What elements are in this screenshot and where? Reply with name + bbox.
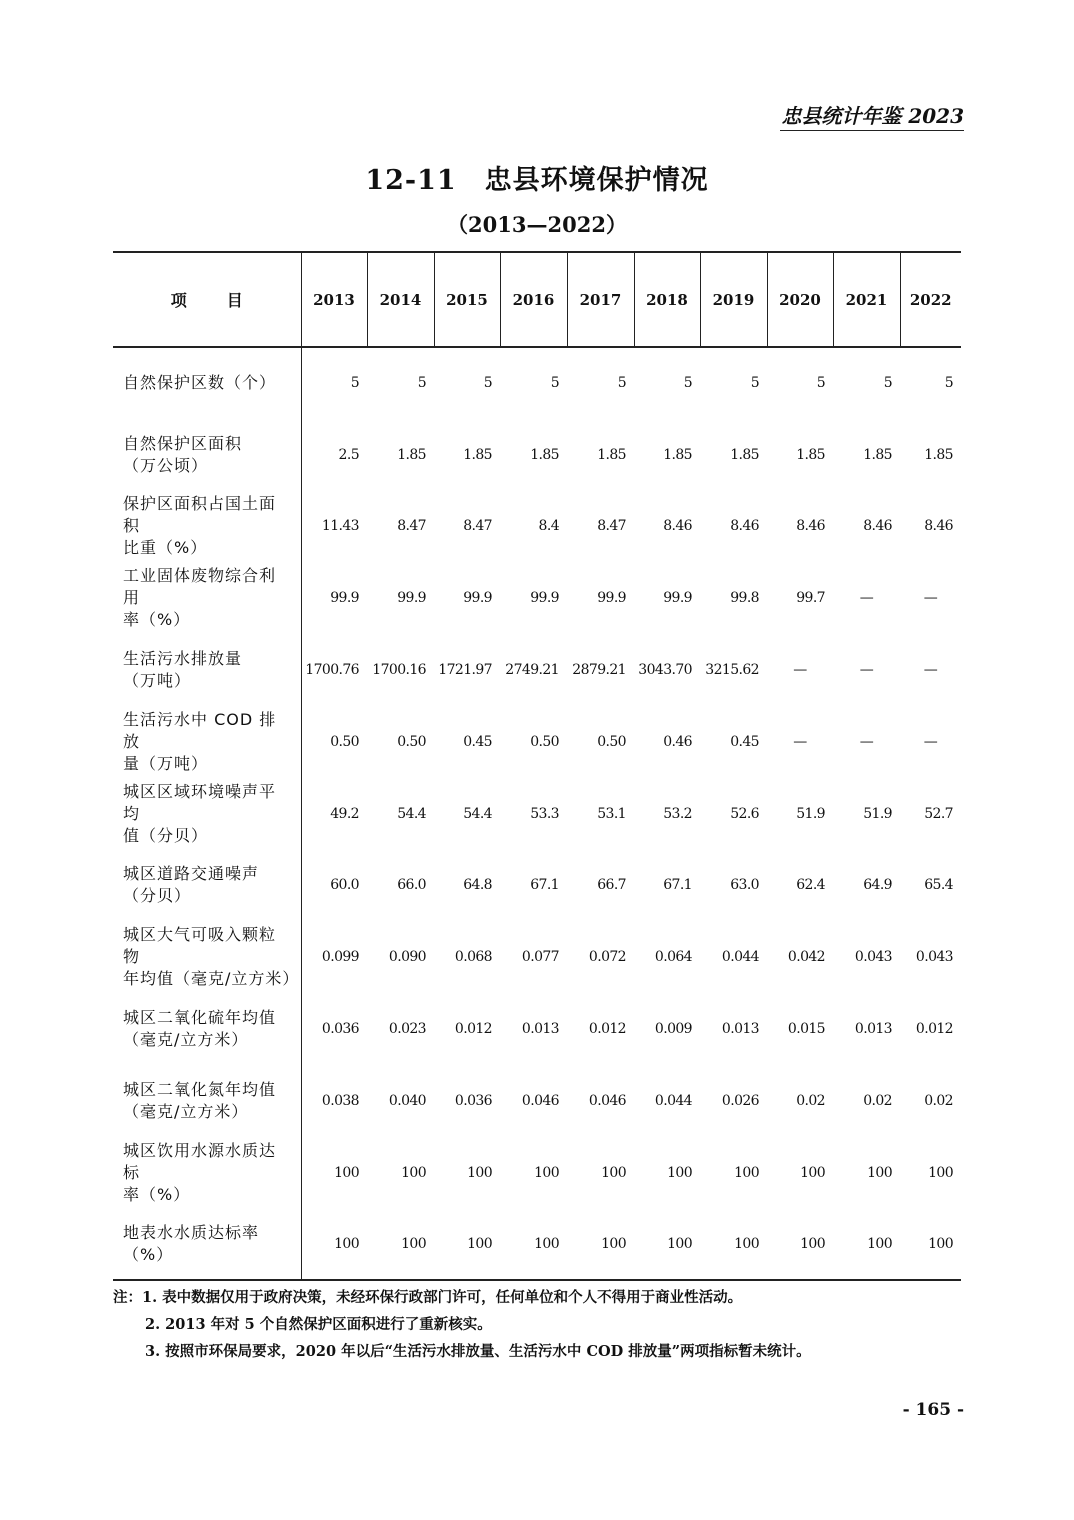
table-cell: 100: [401, 1164, 426, 1181]
table-cell: 8.47: [597, 518, 626, 535]
row-label-line: 工业固体废物综合利用: [123, 566, 277, 608]
row-label-line: （毫克/立方米）: [123, 1030, 249, 1050]
table-cell: 8.4: [538, 518, 559, 535]
table-cell: 3043.70: [638, 662, 692, 679]
table-cell: 100: [601, 1164, 626, 1181]
table-cell: 0.50: [397, 733, 426, 750]
table-cell: 0.099: [321, 949, 359, 966]
year-header: 2016: [500, 252, 567, 347]
table-cell: 0.026: [721, 1092, 759, 1109]
table-cell: 1.85: [730, 446, 759, 463]
table-cell: 0.042: [787, 949, 825, 966]
table-cell: 99.9: [597, 590, 626, 607]
table-cell: 0.013: [521, 1021, 559, 1038]
row-label: [113, 491, 301, 563]
title-block: [0, 158, 1074, 239]
table-cell: 0.044: [654, 1092, 692, 1109]
row-label-line: 城区饮用水源水质达标: [123, 1140, 277, 1182]
year-range: （2013—2022）: [447, 212, 627, 237]
table-cell: 0.015: [787, 1021, 825, 1038]
page-title: [0, 158, 1074, 197]
table-cell: 5: [350, 375, 359, 392]
table-cell: 1.85: [463, 446, 492, 463]
row-label-line: （毫克/立方米）: [123, 1101, 249, 1121]
row-label-line: 保护区面积占国土面积: [123, 494, 277, 536]
table-number: 12-11: [365, 165, 457, 196]
row-label-line: 城区道路交通噪声: [123, 864, 260, 884]
row-label-line: 自然保护区面积: [123, 433, 243, 453]
table-cell: 100: [367, 1209, 434, 1281]
row-label-line: 值（分贝）: [123, 825, 209, 845]
row-label-line: 比重（%）: [123, 538, 208, 558]
table-cell: 0.077: [521, 949, 559, 966]
table-row: [113, 419, 961, 491]
table-cell: 8.47: [463, 518, 492, 535]
table-cell: —: [923, 733, 938, 750]
row-label: [113, 347, 301, 419]
table-cell: 0.043: [854, 949, 892, 966]
table-cell: 1.85: [597, 446, 626, 463]
year-header: 2013: [301, 252, 367, 347]
table-row: [113, 993, 961, 1065]
table-cell: 54.4: [463, 805, 492, 822]
year-header: 2021: [833, 252, 900, 347]
row-label: [113, 634, 301, 706]
note-3: 3. 按照市环保局要求，2020 年以后“生活污水排放量、生活污水中 COD 排放量”两项指标暂未统计。: [145, 1343, 811, 1360]
table-cell: 0.038: [321, 1092, 359, 1109]
table-cell: —: [859, 590, 874, 607]
table-cell: 0.036: [454, 1092, 492, 1109]
row-label-line: 生活污水排放量: [123, 649, 243, 669]
row-label: [113, 1137, 301, 1209]
table-cell: 99.7: [796, 590, 825, 607]
table-cell: 53.2: [663, 805, 692, 822]
table-cell: 8.46: [924, 518, 953, 535]
table-row: [113, 1065, 961, 1137]
table-cell: —: [793, 662, 807, 679]
table-cell: 5: [417, 375, 426, 392]
table-cell: 100: [900, 1209, 961, 1281]
note-2: 2. 2013 年对 5 个自然保护区面积进行了重新核实。: [145, 1316, 492, 1333]
table-cell: 100: [301, 1209, 367, 1281]
header-rule: [780, 130, 964, 131]
table-row: [113, 1209, 961, 1281]
table-cell: 0.013: [721, 1021, 759, 1038]
table-cell: 0.02: [924, 1092, 953, 1109]
row-label: [113, 1209, 301, 1281]
table-cell: 99.9: [530, 590, 559, 607]
table-cell: 64.8: [463, 877, 492, 894]
table-cell: 100: [334, 1164, 359, 1181]
table-cell: 1721.97: [438, 662, 492, 679]
table-cell: 0.012: [588, 1021, 626, 1038]
table-cell: 0.068: [454, 949, 492, 966]
table-row: [113, 562, 961, 634]
table-cell: 3215.62: [705, 662, 759, 679]
table-cell: 0.009: [654, 1021, 692, 1038]
table-cell: 99.8: [730, 590, 759, 607]
table-cell: 5: [483, 375, 492, 392]
table-cell: 100: [734, 1164, 759, 1181]
table-cell: —: [793, 733, 807, 750]
table-cell: 0.023: [388, 1021, 426, 1038]
row-label: [113, 1065, 301, 1137]
table-cell: 100: [833, 1209, 900, 1281]
table-cell: 66.7: [597, 877, 626, 894]
table-cell: 99.9: [397, 590, 426, 607]
table-row: [113, 921, 961, 993]
table-cell: 0.043: [915, 949, 953, 966]
table-cell: 0.090: [388, 949, 426, 966]
table-cell: 66.0: [397, 877, 426, 894]
table-cell: 0.036: [321, 1021, 359, 1038]
row-label: [113, 706, 301, 778]
row-label-line: 地表水水质达标率（%）: [123, 1222, 260, 1264]
table-cell: 100: [700, 1209, 767, 1281]
row-label: [113, 850, 301, 922]
table-cell: 1.85: [663, 446, 692, 463]
table-row: [113, 706, 961, 778]
table-row: [113, 347, 961, 419]
table-cell: 52.7: [924, 805, 953, 822]
row-label: [113, 778, 301, 850]
table-cell: 1.85: [530, 446, 559, 463]
table-cell: 64.9: [863, 877, 892, 894]
table-title: 忠县环境保护情况: [484, 165, 709, 196]
page-number: - 165 -: [902, 1400, 964, 1420]
item-column-header: 项目: [113, 252, 301, 347]
environment-table: [113, 251, 961, 1281]
table-cell: 100: [634, 1209, 700, 1281]
table-cell: 100: [534, 1164, 559, 1181]
table-cell: 100: [467, 1164, 492, 1181]
table-cell: 0.45: [463, 733, 492, 750]
table-cell: 0.044: [721, 949, 759, 966]
table-cell: 1700.76: [305, 662, 359, 679]
table-cell: 8.46: [863, 518, 892, 535]
table-cell: 0.45: [730, 733, 759, 750]
year-header: 2014: [367, 252, 434, 347]
table-cell: 0.02: [863, 1092, 892, 1109]
year-header: 2015: [434, 252, 500, 347]
year-header: 2018: [634, 252, 700, 347]
row-label: [113, 562, 301, 634]
table-cell: 0.012: [915, 1021, 953, 1038]
table-cell: 5: [617, 375, 626, 392]
table-cell: 0.064: [654, 949, 692, 966]
row-label-line: 量（万吨）: [123, 753, 209, 773]
table-cell: 100: [567, 1209, 634, 1281]
table-cell: 99.9: [463, 590, 492, 607]
table-cell: 11.43: [321, 518, 359, 535]
row-label-line: 城区二氧化硫年均值: [123, 1008, 277, 1028]
table-cell: 0.046: [588, 1092, 626, 1109]
table-cell: 67.1: [530, 877, 559, 894]
table-cell: 1.85: [796, 446, 825, 463]
table-cell: 1.85: [924, 446, 953, 463]
table-cell: 53.1: [597, 805, 626, 822]
table-cell: —: [923, 662, 938, 679]
table-cell: 5: [816, 375, 825, 392]
table-cell: 0.072: [588, 949, 626, 966]
table-row: [113, 1137, 961, 1209]
row-label: [113, 419, 301, 491]
table-cell: 53.3: [530, 805, 559, 822]
table-row: [113, 778, 961, 850]
book-title: 忠县统计年鉴 2023: [781, 104, 964, 128]
row-label-line: （万吨）: [123, 671, 192, 691]
year-header: 2019: [700, 252, 767, 347]
table-cell: 99.9: [663, 590, 692, 607]
table-cell: 8.47: [397, 518, 426, 535]
row-label-line: 城区二氧化氮年均值: [123, 1079, 277, 1099]
table-cell: 0.046: [521, 1092, 559, 1109]
year-header: 2020: [767, 252, 833, 347]
table-body: [113, 347, 961, 1280]
table-cell: 63.0: [730, 877, 759, 894]
table-cell: 51.9: [796, 805, 825, 822]
row-label-line: 城区大气可吸入颗粒物: [123, 925, 277, 967]
table-cell: 8.46: [730, 518, 759, 535]
row-label-line: 自然保护区数（个）: [123, 373, 277, 393]
table-cell: 5: [550, 375, 559, 392]
row-label-line: 城区区域环境噪声平均: [123, 781, 277, 823]
table-cell: 0.50: [597, 733, 626, 750]
table-cell: 100: [928, 1164, 953, 1181]
table-cell: 54.4: [397, 805, 426, 822]
table-cell: 100: [867, 1164, 892, 1181]
table-header-row: [113, 252, 961, 347]
table-cell: 0.013: [854, 1021, 892, 1038]
table-row: [113, 634, 961, 706]
table-cell: 67.1: [663, 877, 692, 894]
table-cell: 52.6: [730, 805, 759, 822]
table-cell: 100: [667, 1164, 692, 1181]
table-cell: 0.040: [388, 1092, 426, 1109]
notes: [113, 1284, 973, 1365]
note-1: 注：1. 表中数据仅用于政府决策，未经环保行政部门许可，任何单位和个人不得用于商业性活动。: [113, 1289, 743, 1306]
table-cell: 8.46: [663, 518, 692, 535]
row-label-line: 率（%）: [123, 1184, 191, 1204]
table-cell: 0.02: [796, 1092, 825, 1109]
table-cell: 100: [500, 1209, 567, 1281]
table-cell: 2749.21: [505, 662, 559, 679]
table-cell: 1.85: [863, 446, 892, 463]
year-header: 2022: [900, 252, 961, 347]
table-cell: 99.9: [330, 590, 359, 607]
table-row: [113, 491, 961, 563]
table-cell: —: [859, 662, 874, 679]
row-label: [113, 993, 301, 1065]
year-header: 2017: [567, 252, 634, 347]
row-label-line: （万公顷）: [123, 455, 209, 475]
table-cell: 5: [944, 375, 953, 392]
table-cell: 0.46: [663, 733, 692, 750]
table-cell: 2879.21: [572, 662, 626, 679]
table-cell: —: [923, 590, 938, 607]
table-cell: 5: [883, 375, 892, 392]
row-label: [113, 921, 301, 993]
table-cell: 1.85: [397, 446, 426, 463]
table-cell: 8.46: [796, 518, 825, 535]
table-cell: 1700.16: [372, 662, 426, 679]
table-cell: 0.012: [454, 1021, 492, 1038]
table-row: [113, 850, 961, 922]
table-cell: 2.5: [338, 446, 359, 463]
table-cell: 5: [750, 375, 759, 392]
table-cell: 100: [434, 1209, 500, 1281]
row-label-line: （分贝）: [123, 886, 192, 906]
row-label-line: 率（%）: [123, 610, 191, 630]
table-cell: 62.4: [796, 877, 825, 894]
table-cell: 100: [800, 1164, 825, 1181]
table-cell: 60.0: [330, 877, 359, 894]
table-cell: 5: [683, 375, 692, 392]
row-label-line: 年均值（毫克/立方米）: [123, 969, 300, 989]
table-cell: 0.50: [530, 733, 559, 750]
table-cell: 65.4: [924, 877, 953, 894]
table-cell: 51.9: [863, 805, 892, 822]
table-cell: 0.50: [330, 733, 359, 750]
table-cell: —: [859, 733, 874, 750]
row-label-line: 生活污水中 COD 排放: [123, 709, 277, 751]
table-cell: 100: [767, 1209, 833, 1281]
table-cell: 49.2: [330, 805, 359, 822]
